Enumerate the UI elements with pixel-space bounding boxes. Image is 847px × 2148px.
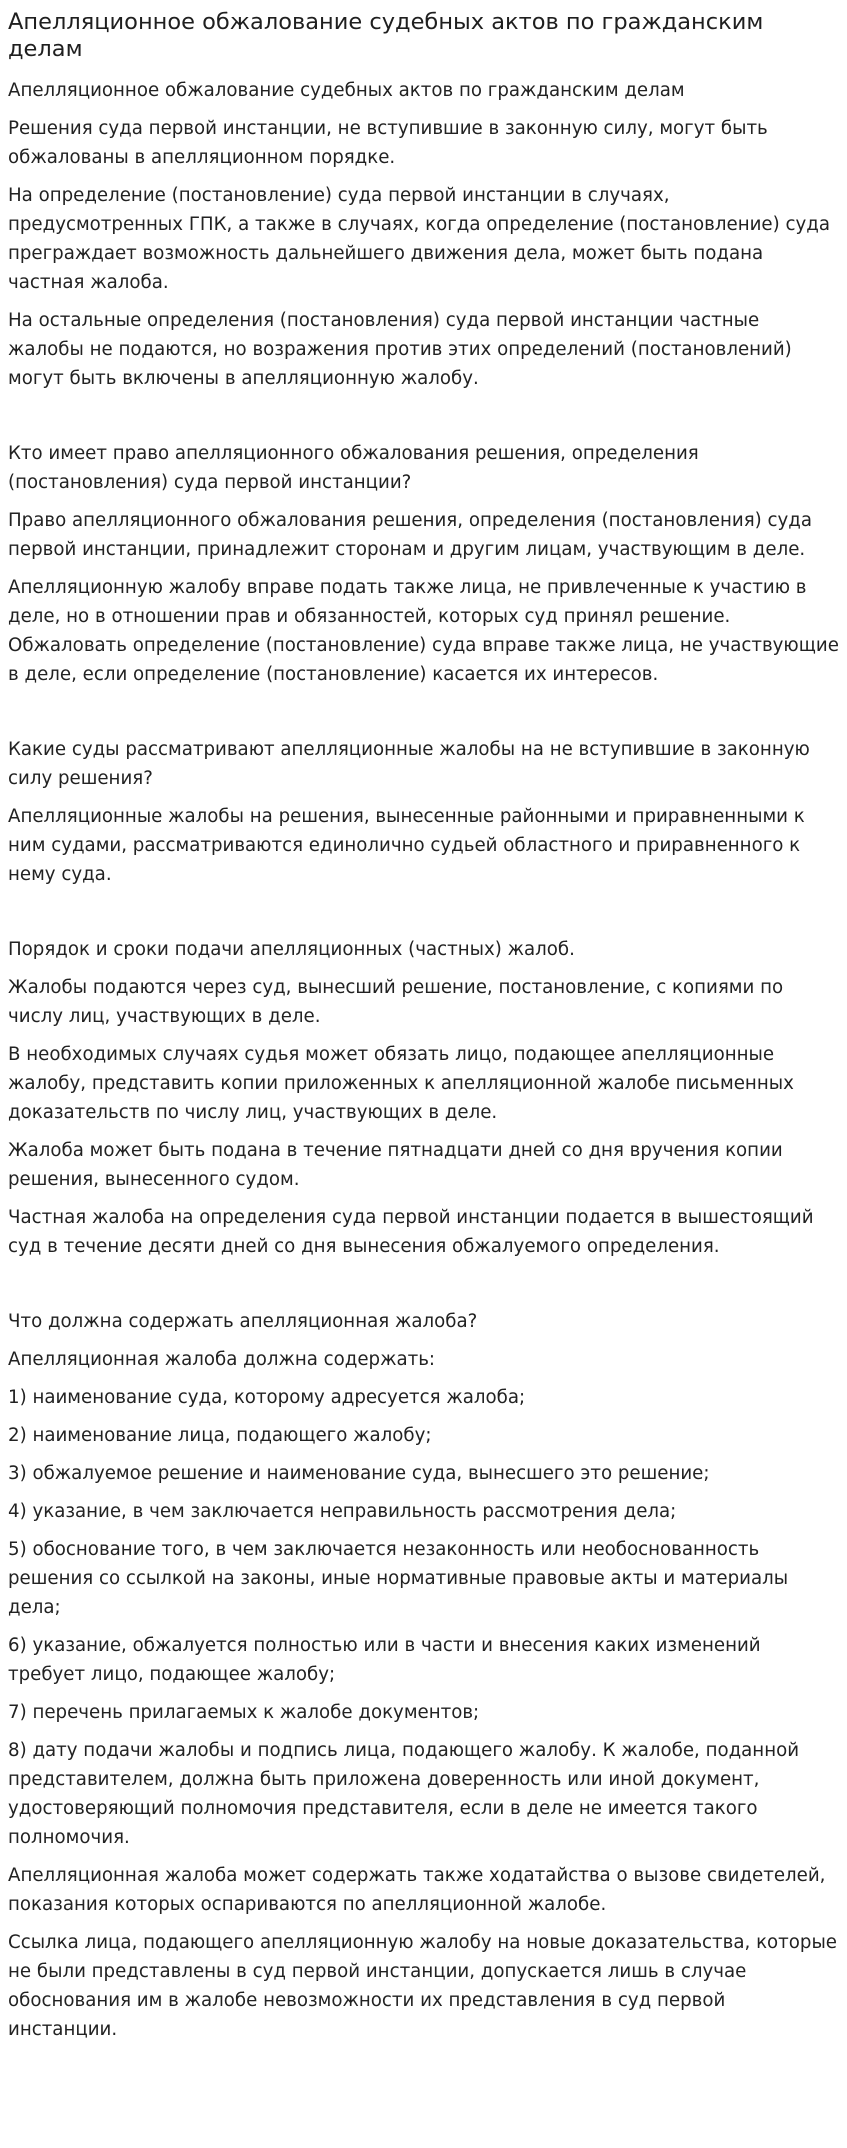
list-item: 4) указание, в чем заключается неправильность рассмотрения дела;: [8, 1501, 677, 1522]
paragraph: Право апелляционного обжалования решения, определения (постановления) суда первой инстанции, принадлежит сторонам и другим лицам, участвующим в деле.: [8, 510, 812, 560]
list-item: 8) дату подачи жалобы и подпись лица, подающего жалобу. К жалобе, поданной представителем, должна быть приложена доверенность или иной документ, удостоверяющий полномочия представителя, если в деле не имеется такого полномочия.: [8, 1740, 800, 1848]
paragraph: Апелляционная жалоба должна содержать:: [8, 1349, 436, 1370]
section-heading: Какие суды рассматривают апелляционные жалобы на не вступившие в законную силу решения?: [8, 739, 810, 789]
list-item: 6) указание, обжалуется полностью или в части и внесения каких изменений требует лицо, подающее жалобу;: [8, 1635, 761, 1685]
paragraph: Жалобы подаются через суд, вынесший решение, постановление, с копиями по числу лиц, участвующих в деле.: [8, 977, 784, 1027]
paragraph: На остальные определения (постановления) суда первой инстанции частные жалобы не подаются, но возражения против этих определений (постановлений) могут быть включены в апелляционную жалобу.: [8, 310, 792, 389]
section-heading: Что должна содержать апелляционная жалоба?: [8, 1311, 478, 1332]
paragraph: Решения суда первой инстанции, не вступившие в законную силу, могут быть обжалованы в апелляционном порядке.: [8, 118, 768, 168]
list-item: 1) наименование суда, которому адресуется жалоба;: [8, 1387, 526, 1408]
paragraph: Апелляционная жалоба может содержать также ходатайства о вызове свидетелей, показания которых оспариваются по апелляционной жалобе.: [8, 1865, 826, 1915]
section-heading: Кто имеет право апелляционного обжалования решения, определения (постановления) суда первой инстанции?: [8, 443, 699, 493]
paragraph: Ссылка лица, подающего апелляционную жалобу на новые доказательства, которые не были представлены в суд первой инстанции, допускается лишь в случае обоснования им в жалобе невозможности их представления в суд первой инстанции.: [8, 1932, 837, 2040]
section-which-courts: [8, 735, 839, 889]
paragraph: Апелляционное обжалование судебных актов по гражданским делам: [8, 80, 685, 101]
section-heading: Порядок и сроки подачи апелляционных (частных) жалоб.: [8, 939, 575, 960]
paragraph: В необходимых случаях судья может обязать лицо, подающее апелляционные жалобу, представить копии приложенных к апелляционной жалобе письменных доказательств по числу лиц, участвующих в деле.: [8, 1044, 794, 1123]
list-item: 2) наименование лица, подающего жалобу;: [8, 1425, 432, 1446]
section-intro: [8, 76, 839, 393]
section-appeal-contents: [8, 1307, 839, 2044]
paragraph: Жалоба может быть подана в течение пятнадцати дней со дня вручения копии решения, вынесенного судом.: [8, 1140, 783, 1190]
section-procedure-and-terms: [8, 935, 839, 1261]
section-who-may-appeal: [8, 439, 839, 689]
paragraph: Частная жалоба на определения суда первой инстанции подается в вышестоящий суд в течение десяти дней со дня вынесения обжалуемого определения.: [8, 1207, 814, 1257]
list-item: 7) перечень прилагаемых к жалобе документов;: [8, 1702, 480, 1723]
list-item: 5) обоснование того, в чем заключается незаконность или необоснованность решения со ссылкой на законы, иные нормативные правовые акты и материалы дела;: [8, 1539, 789, 1618]
list-item: 3) обжалуемое решение и наименование суда, вынесшего это решение;: [8, 1463, 710, 1484]
paragraph: На определение (постановление) суда первой инстанции в случаях, предусмотренных ГПК, а также в случаях, когда определение (постановление) суда преграждает возможность дальнейшего движения дела, может быть подана частная жалоба.: [8, 185, 830, 293]
paragraph: Апелляционные жалобы на решения, вынесенные районными и приравненными к ним судами, рассматриваются единолично судьей областного и приравненного к нему суда.: [8, 806, 805, 885]
page-title: Апелляционное обжалование судебных актов по гражданским делам: [8, 9, 764, 62]
paragraph: Апелляционную жалобу вправе подать также лица, не привлеченные к участию в деле, но в отношении прав и обязанностей, которых суд принял решение. Обжаловать определение (постановление) суда вправе также лица, не участвующие в деле, если определение (постановление) касается их интересов.: [8, 577, 839, 685]
